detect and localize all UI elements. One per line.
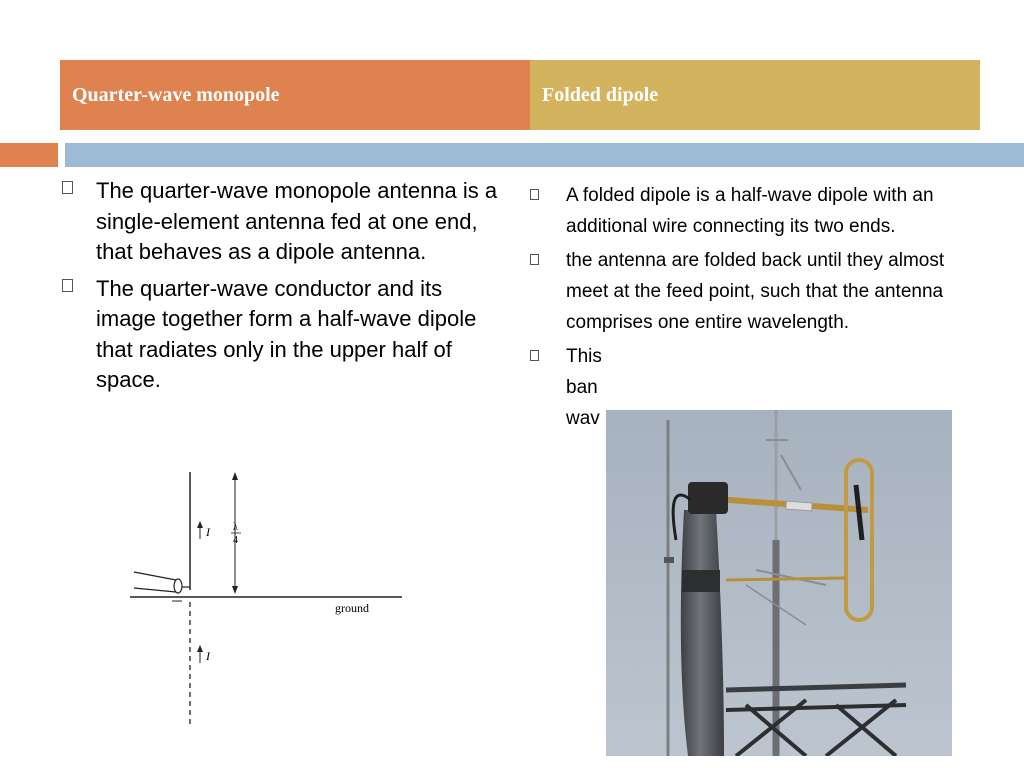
bullet-text-fragment: wav: [566, 408, 600, 429]
main-mast: [681, 510, 724, 756]
list-item: [62, 274, 502, 396]
current-arrow-icon: [197, 521, 203, 539]
bullet-text-fragment: This: [566, 346, 602, 367]
folded-dipole-photo: [606, 410, 952, 756]
feed-box: [688, 482, 728, 514]
left-bullet-list: [62, 176, 502, 402]
right-bullet-list: [530, 180, 970, 437]
bullet-text: The quarter-wave conductor and its image together form a half-wave dipole that radiates only in the upper half of space.: [96, 275, 477, 392]
ground-label: ground: [335, 601, 369, 615]
header-folded-dipole: [530, 60, 980, 130]
list-item: [530, 245, 970, 338]
header-quarter-wave-monopole: [60, 60, 540, 130]
square-bullet-icon: [62, 279, 73, 292]
current-label-top: I: [206, 525, 210, 539]
mast-clamp: [682, 570, 720, 592]
accent-bar: [65, 143, 1024, 167]
bullet-text: the antenna are folded back until they almost meet at the feed point, such that the antenna comprises one entire wavelength.: [566, 250, 945, 333]
bullet-text: The quarter-wave monopole antenna is a single-element antenna fed at one end, that behaves as a dipole antenna.: [96, 178, 498, 264]
coax-feed-icon: [134, 572, 190, 593]
bullet-text-fragment: ban: [566, 377, 598, 398]
current-label-bottom: I: [206, 649, 210, 663]
header-right-title: Folded dipole: [542, 83, 659, 106]
square-bullet-icon: [62, 181, 73, 194]
accent-block: [0, 143, 58, 167]
crossbar: [726, 578, 846, 580]
fraction-denominator: 4: [233, 535, 238, 546]
square-bullet-icon: [530, 254, 539, 265]
monopole-image-diagram: [120, 462, 420, 727]
header-left-title: Quarter-wave monopole: [72, 83, 280, 106]
bullet-text: A folded dipole is a half-wave dipole with an additional wire connecting its two ends.: [566, 185, 934, 237]
fraction-numerator: λ: [233, 522, 238, 533]
square-bullet-icon: [530, 350, 539, 361]
list-item: [530, 180, 970, 242]
list-item: [62, 176, 502, 268]
current-arrow-icon: [197, 645, 203, 663]
square-bullet-icon: [530, 189, 539, 200]
